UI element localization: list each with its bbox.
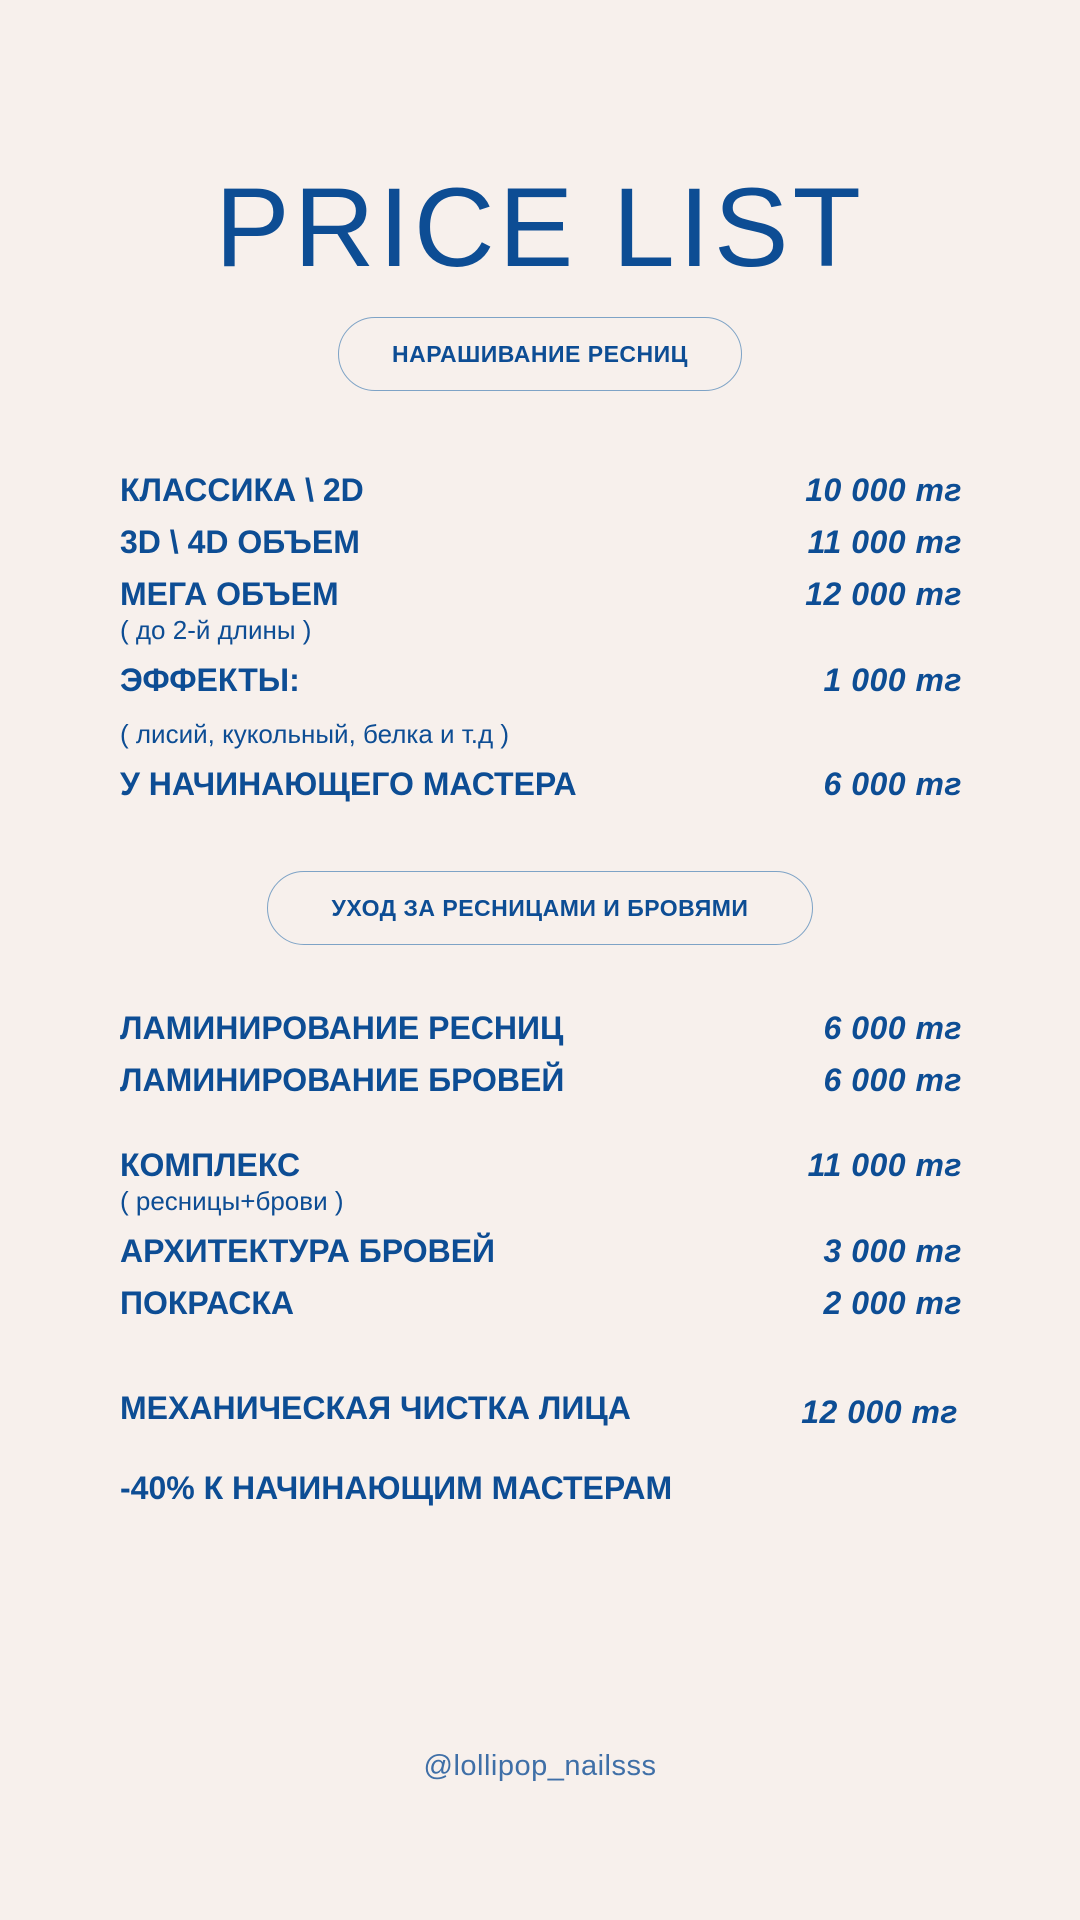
service-name: У НАЧИНАЮЩЕГО МАСТЕРА — [120, 766, 577, 802]
section-badge-eyelash-extension: НАРАШИВАНИЕ РЕСНИЦ — [338, 317, 742, 391]
service-name: МЕХАНИЧЕСКАЯ ЧИСТКА ЛИЦА — [120, 1390, 631, 1426]
service-price: 3 000 тг — [823, 1233, 962, 1269]
service-name: АРХИТЕКТУРА БРОВЕЙ — [120, 1233, 496, 1269]
discount-promo: -40% К НАЧИНАЮЩИМ МАСТЕРАМ — [120, 1470, 673, 1506]
price-row — [120, 1283, 962, 1323]
price-row — [120, 1231, 962, 1271]
service-price: 12 000 тг — [801, 1394, 958, 1430]
service-name: ЛАМИНИРОВАНИЕ БРОВЕЙ — [120, 1062, 565, 1098]
price-row — [120, 574, 962, 614]
service-note: ( ресницы+брови ) — [120, 1186, 344, 1216]
service-name: МЕГА ОБЪЕМ — [120, 576, 339, 612]
service-name: ЭФФЕКТЫ: — [120, 662, 300, 698]
price-row — [120, 1060, 962, 1100]
service-price: 11 000 тг — [807, 1147, 962, 1183]
service-price: 10 000 тг — [805, 472, 962, 508]
service-note: ( до 2-й длины ) — [120, 615, 312, 645]
service-name: КОМПЛЕКС — [120, 1147, 301, 1183]
service-price: 11 000 тг — [807, 524, 962, 560]
price-row — [120, 764, 962, 804]
page-title: PRICE LIST — [215, 165, 865, 290]
price-row — [120, 1388, 958, 1428]
service-price: 12 000 тг — [805, 576, 962, 612]
instagram-handle: @lollipop_nailsss — [423, 1750, 657, 1782]
service-note: ( лисий, кукольный, белка и т.д ) — [120, 719, 510, 749]
service-price: 6 000 тг — [823, 1062, 962, 1098]
price-row — [120, 522, 962, 562]
service-name: 3D \ 4D ОБЪЕМ — [120, 524, 360, 560]
service-price: 6 000 тг — [823, 1010, 962, 1046]
service-price: 1 000 тг — [823, 662, 962, 698]
price-row — [120, 1008, 962, 1048]
price-row — [120, 660, 962, 700]
service-name: ПОКРАСКА — [120, 1285, 295, 1321]
price-row — [120, 1145, 962, 1185]
service-name: ЛАМИНИРОВАНИЕ РЕСНИЦ — [120, 1010, 564, 1046]
section-badge-lash-brow-care: УХОД ЗА РЕСНИЦАМИ И БРОВЯМИ — [267, 871, 813, 945]
service-price: 2 000 тг — [823, 1285, 962, 1321]
service-price: 6 000 тг — [823, 766, 962, 802]
price-row — [120, 470, 962, 510]
service-name: КЛАССИКА \ 2D — [120, 472, 364, 508]
